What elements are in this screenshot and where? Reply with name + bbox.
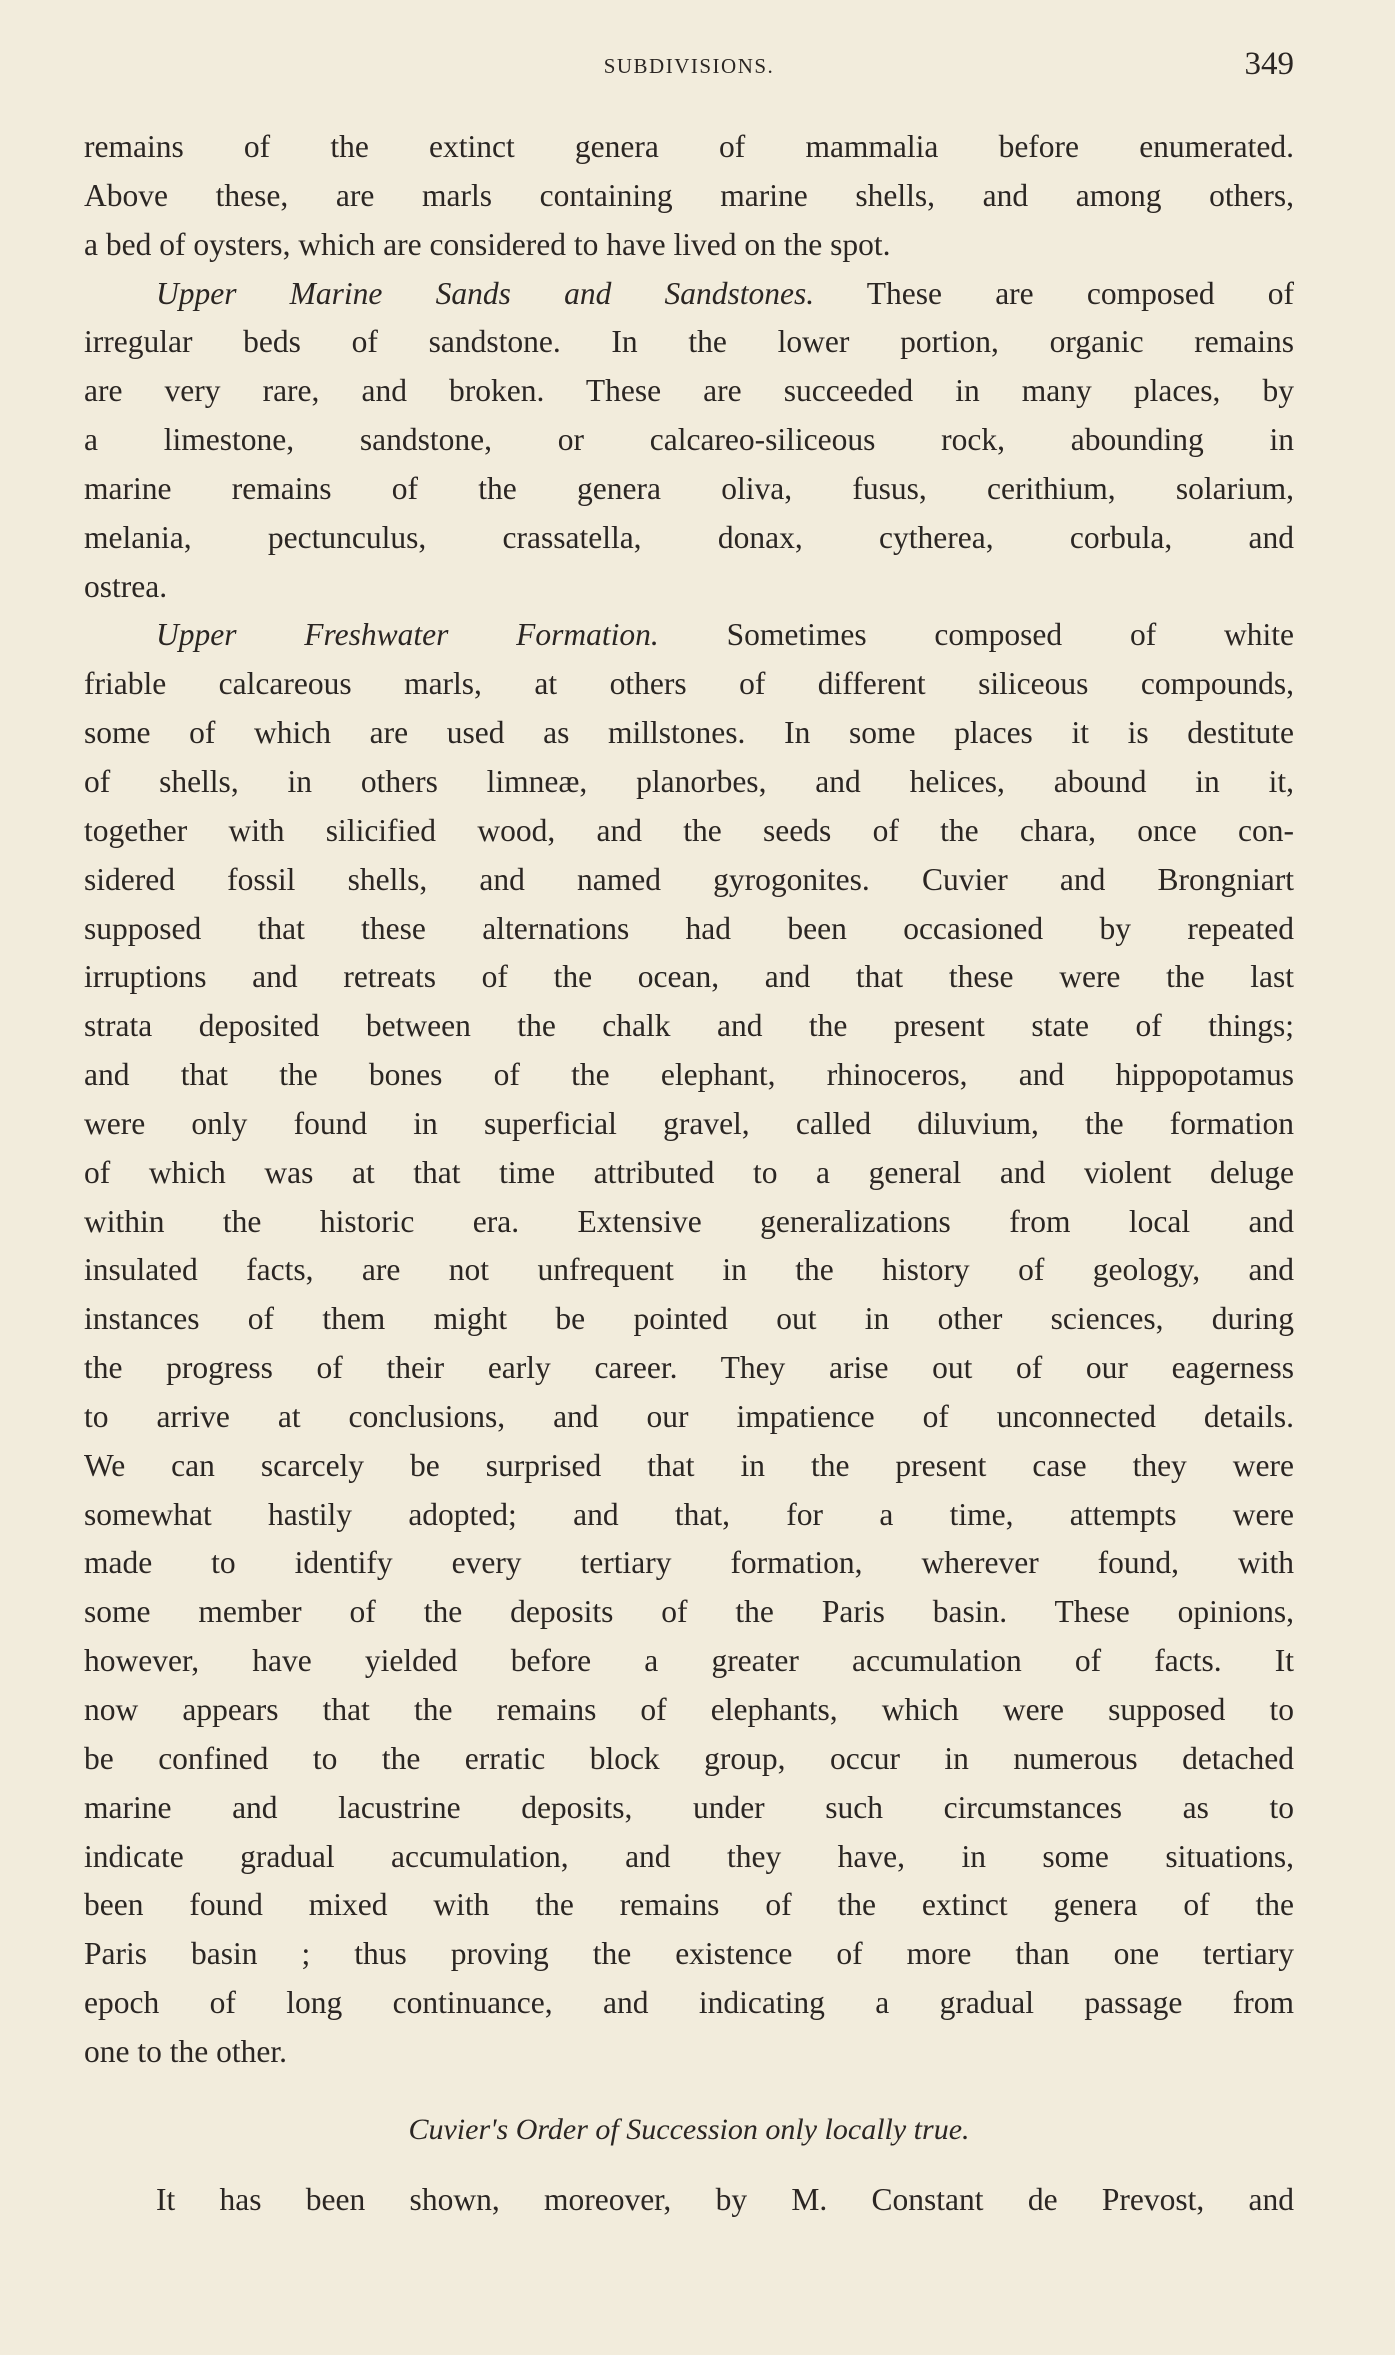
text-line <box>84 905 1294 954</box>
line-text: together with silicified wood, and the seeds of the chara, once con- <box>84 812 1294 848</box>
text-line <box>84 1881 1294 1930</box>
text-line <box>84 172 1294 221</box>
line-text: however, have yielded before a greater accumulation of facts. It <box>84 1643 1294 1679</box>
text-line <box>84 270 1294 319</box>
text-line <box>84 1539 1294 1588</box>
text-line <box>84 2028 1294 2077</box>
line-text: Above these, are marls containing marine shells, and among others, <box>84 177 1294 213</box>
text-line <box>84 514 1294 563</box>
line-text: a bed of oysters, which are considered to have lived on the spot. <box>84 226 891 262</box>
text-line <box>84 1686 1294 1735</box>
line-text: some of which are used as millstones. In some places it is destitute <box>84 715 1294 751</box>
text-line <box>84 1588 1294 1637</box>
text-line <box>84 660 1294 709</box>
line-text: These are composed of <box>814 275 1295 311</box>
line-text: of shells, in others limneæ, planorbes, and helices, abound in it, <box>84 763 1294 799</box>
line-text: a limestone, sandstone, or calcareo-siliceous rock, abounding in <box>84 422 1294 458</box>
text-line <box>84 563 1294 612</box>
text-line <box>84 1100 1294 1149</box>
text-line <box>84 758 1294 807</box>
text-line <box>84 465 1294 514</box>
page-header <box>84 46 1294 86</box>
line-text: were only found in superficial gravel, called diluvium, the formation <box>84 1105 1294 1141</box>
page-number: 349 <box>1244 46 1294 82</box>
line-text: irregular beds of sandstone. In the lower portion, organic remains <box>84 324 1294 360</box>
line-text: sidered fossil shells, and named gyrogonites. Cuvier and Brongniart <box>84 861 1294 897</box>
line-text: within the historic era. Extensive generalizations from local and <box>84 1203 1294 1239</box>
text-line: It has been shown, moreover, by M. Constant de Prevost, and <box>156 2182 1294 2217</box>
line-text: ostrea. <box>84 568 168 604</box>
text-line <box>84 1002 1294 1051</box>
text-line <box>84 856 1294 905</box>
text-line <box>84 1833 1294 1882</box>
line-text: one to the other. <box>84 2033 287 2069</box>
text-line <box>84 1491 1294 1540</box>
text-line <box>84 953 1294 1002</box>
line-text: remains of the extinct genera of mammalia before enumerated. <box>84 129 1294 164</box>
text-line <box>84 1442 1294 1491</box>
line-text: marine and lacustrine deposits, under such circumstances as to <box>84 1789 1294 1825</box>
text-line <box>84 807 1294 856</box>
line-text: friable calcareous marls, at others of different siliceous compounds, <box>84 666 1294 702</box>
text-line <box>84 1735 1294 1784</box>
line-text: insulated facts, are not unfrequent in the history of geology, and <box>84 1252 1294 1288</box>
italic-run-in-heading: Upper Marine Sands and Sandstones. <box>156 275 815 311</box>
line-text: the progress of their early career. They arise out of our eagerness <box>84 1350 1294 1386</box>
line-text: marine remains of the genera oliva, fusus, cerithium, solarium, <box>84 470 1294 506</box>
text-line <box>84 611 1294 660</box>
line-text: some member of the deposits of the Paris basin. These opinions, <box>84 1594 1294 1630</box>
text-line <box>84 367 1294 416</box>
body-text-continued <box>84 2176 1294 2225</box>
line-text: Paris basin ; thus proving the existence of more than one tertiary <box>84 1936 1294 1972</box>
text-line <box>84 1393 1294 1442</box>
line-text: epoch of long continuance, and indicating a gradual passage from <box>84 1985 1294 2021</box>
text-line <box>84 1149 1294 1198</box>
line-text: made to identify every tertiary formation, wherever found, with <box>84 1545 1294 1581</box>
line-text: been found mixed with the remains of the extinct genera of the <box>84 1887 1294 1923</box>
text-line <box>84 123 1294 172</box>
text-line <box>84 1784 1294 1833</box>
text-line <box>84 416 1294 465</box>
text-line <box>84 1051 1294 1100</box>
line-text: irruptions and retreats of the ocean, and that these were the last <box>84 959 1294 995</box>
section-heading: Cuvier's Order of Succession only locally true. <box>408 2113 970 2146</box>
line-text: supposed that these alternations had been occasioned by repeated <box>84 910 1294 946</box>
line-text: We can scarcely be surprised that in the present case they were <box>84 1447 1294 1483</box>
line-text: be confined to the erratic block group, occur in numerous detached <box>84 1740 1294 1776</box>
body-text <box>84 123 1294 2077</box>
line-text: melania, pectunculus, crassatella, donax, cytherea, corbula, and <box>84 519 1294 555</box>
line-text: now appears that the remains of elephants, which were supposed to <box>84 1692 1294 1727</box>
running-title: SUBDIVISIONS. <box>603 54 775 78</box>
text-line <box>84 709 1294 758</box>
italic-run-in-heading: Upper Freshwater Formation. <box>156 617 659 653</box>
line-text: to arrive at conclusions, and our impatience of unconnected details. <box>84 1398 1294 1434</box>
line-text: and that the bones of the elephant, rhinoceros, and hippopotamus <box>84 1057 1294 1093</box>
text-line <box>84 1198 1294 1247</box>
line-text: Sometimes composed of white <box>658 617 1294 653</box>
text-line <box>84 221 1294 270</box>
text-line <box>84 1637 1294 1686</box>
line-text: indicate gradual accumulation, and they have, in some situations, <box>84 1838 1294 1874</box>
text-line <box>84 1930 1294 1979</box>
text-line <box>84 1979 1294 2028</box>
text-line <box>84 1295 1294 1344</box>
text-line <box>84 318 1294 367</box>
line-text: instances of them might be pointed out in other sciences, during <box>84 1301 1294 1337</box>
line-text: somewhat hastily adopted; and that, for a time, attempts were <box>84 1496 1294 1532</box>
text-line <box>84 1246 1294 1295</box>
text-line <box>84 1344 1294 1393</box>
line-text: of which was at that time attributed to a general and violent deluge <box>84 1154 1294 1190</box>
line-text: are very rare, and broken. These are succeeded in many places, by <box>84 373 1294 409</box>
line-text: strata deposited between the chalk and the present state of things; <box>84 1008 1294 1044</box>
